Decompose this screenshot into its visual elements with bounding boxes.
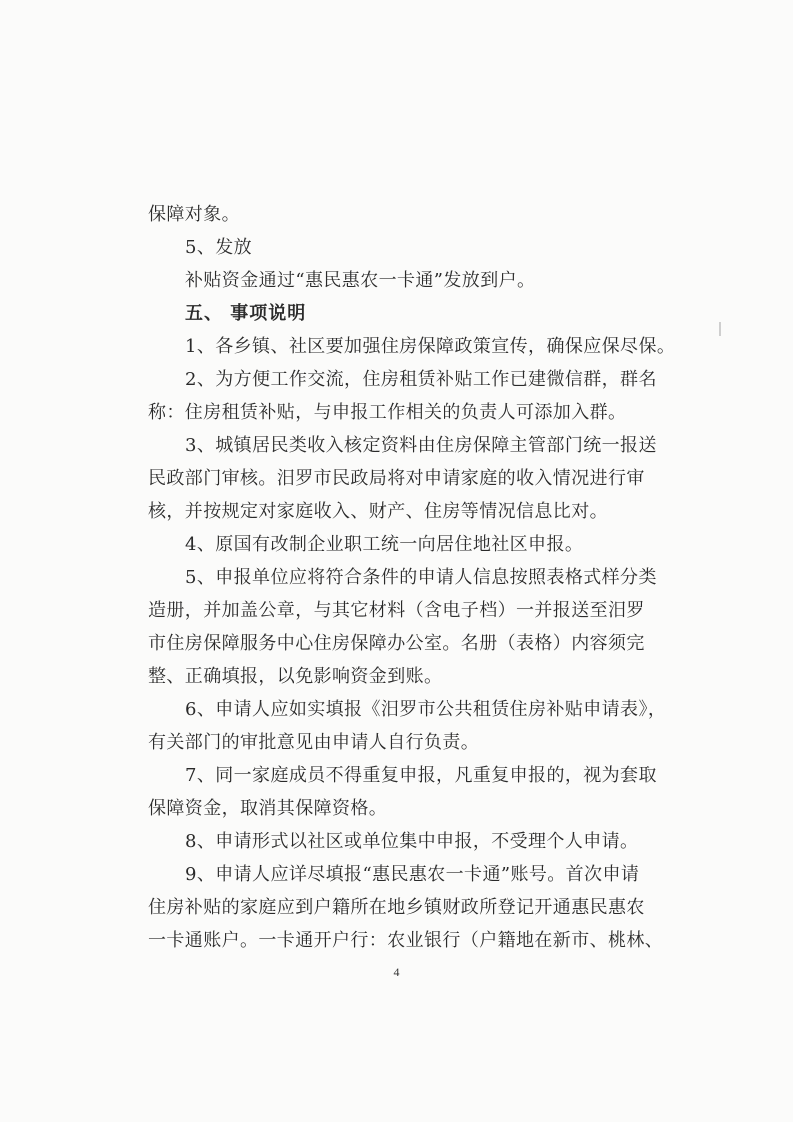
text-line: 一卡通账户。一卡通开户行：农业银行（户籍地在新市、桃林、 (148, 930, 664, 951)
page-number: 4 (393, 965, 400, 979)
text-line: 1、各乡镇、社区要加强住房保障政策宣传，确保应保尽保。 (185, 336, 676, 357)
text-line: 8、申请形式以社区或单位集中申报，不受理个人申请。 (185, 831, 639, 852)
text-line: 保障资金，取消其保障资格。 (148, 798, 388, 819)
text-line: 9、申请人应详尽填报“惠民惠农一卡通”账号。首次申请 (185, 864, 640, 885)
text-line: 2、为方便工作交流，住房租赁补贴工作已建微信群，群名 (185, 369, 657, 390)
margin-mark (719, 322, 721, 336)
text-line: 整、正确填报，以免影响资金到账。 (148, 666, 443, 687)
text-line: 6、申请人应如实填报《汨罗市公共租赁住房补贴申请表》， (185, 699, 667, 720)
text-line: 民政部门审核。汨罗市民政局将对申请家庭的收入情况进行审 (148, 468, 645, 489)
text-line: 市住房保障服务中心住房保障办公室。名册（表格）内容须完 (148, 633, 645, 654)
text-line: 住房补贴的家庭应到户籍所在地乡镇财政所登记开通惠民惠农 (148, 897, 645, 918)
section-heading: 五、 事项说明 (185, 303, 307, 324)
subsection-heading: 5、发放 (185, 237, 253, 258)
text-line: 核，并按规定对家庭收入、财产、住房等情况信息比对。 (148, 501, 608, 522)
text-line: 保障对象。 (148, 204, 240, 225)
text-line: 5、申报单位应将符合条件的申请人信息按照表格式样分类 (185, 567, 657, 588)
text-line: 造册，并加盖公章，与其它材料（含电子档）一并报送至汨罗 (148, 600, 645, 621)
document-body (148, 198, 676, 957)
text-line: 4、原国有改制企业职工统一向居住地社区申报。 (185, 534, 584, 555)
text-line: 7、同一家庭成员不得重复申报，凡重复申报的，视为套取 (185, 765, 657, 786)
text-line: 补贴资金通过“惠民惠农一卡通”发放到户。 (185, 270, 536, 291)
text-line: 有关部门的审批意见由申请人自行负责。 (148, 732, 480, 753)
text-line: 3、城镇居民类收入核定资料由住房保障主管部门统一报送 (185, 435, 657, 456)
text-line: 称：住房租赁补贴，与申报工作相关的负责人可添加入群。 (148, 402, 627, 423)
